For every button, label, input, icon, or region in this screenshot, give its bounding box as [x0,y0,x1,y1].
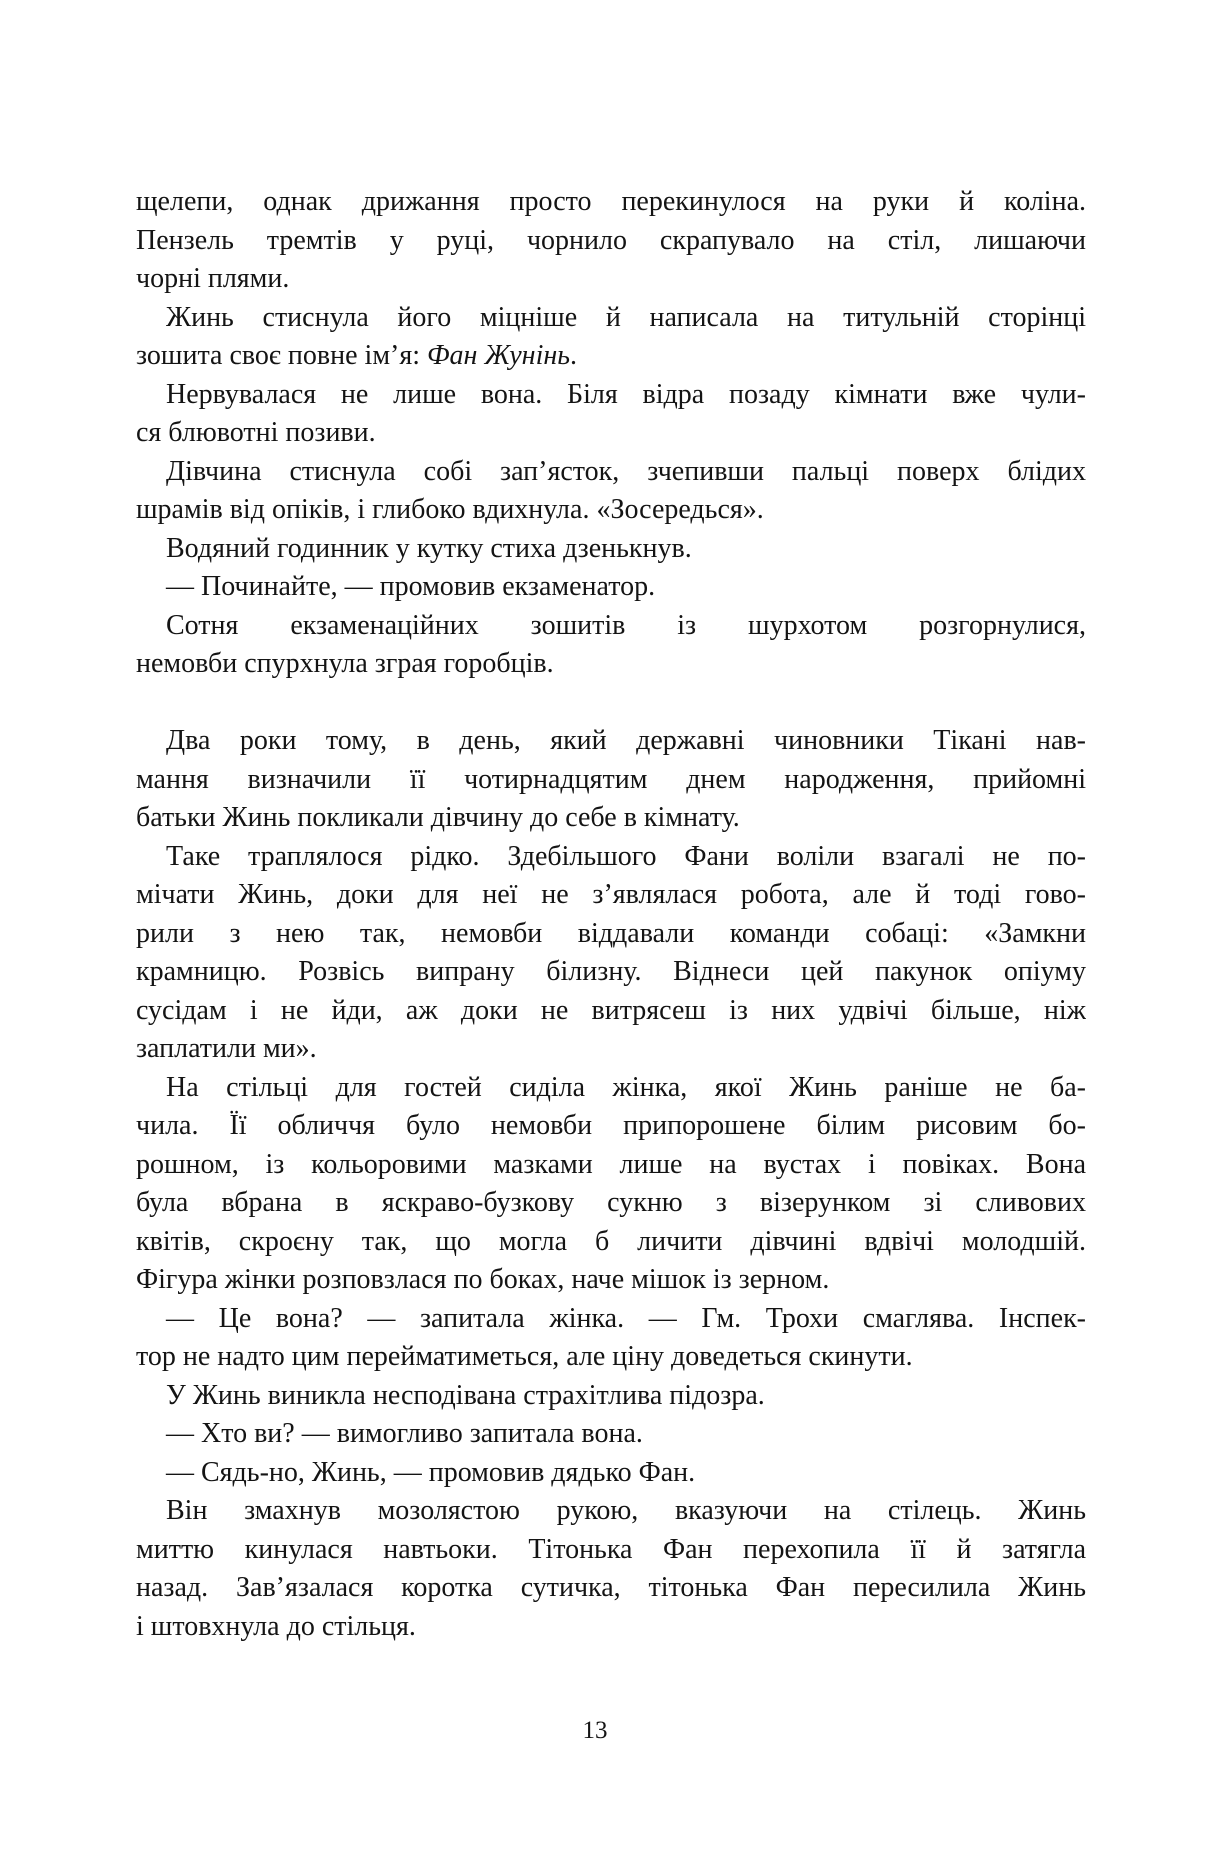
text-line [136,992,1086,1031]
text-line [136,453,1086,492]
text-line [136,915,1086,954]
text-line [136,530,1086,569]
text-segment: крамницю. Розвісь випрану білизну. Віднеси цей пакунок опіуму [136,956,1086,987]
text-segment: ся блювотні позиви. [136,417,376,448]
text-segment: — Хто ви? — вимогливо запитала вона. [166,1418,643,1449]
text-segment: назад. Зав’язалася коротка сутичка, тітонька Фан пересилила Жинь [136,1572,1086,1603]
text-line [136,183,1086,222]
text-segment: мічати Жинь, доки для неї не з’являлася робота, але й тоді гово- [136,879,1086,910]
text-line [136,299,1086,338]
text-segment: Нервувалася не лише вона. Біля відра позаду кімнати вже чули- [166,378,1086,410]
text-segment: чорні плями. [136,263,290,294]
text-segment: рили з нею так, немовби віддавали команди собаці: «Замкни [136,917,1086,949]
text-segment: Два роки тому, в день, який державні чиновники Тікані нав- [166,725,1086,756]
text-line [136,1377,1086,1416]
text-segment: квітів, скроєну так, що могла б личити дівчині вдвічі молодшій. [136,1225,1086,1257]
text-line [136,568,1086,607]
text-segment: — Починайте, — промовив екзаменатор. [166,571,656,602]
text-segment: Сотня екзаменаційних зошитів із шурхотом розгорнулися, [166,609,1086,641]
text-segment: немовби спурхнула зграя горобців. [136,648,554,679]
text-line [136,1415,1086,1454]
text-line [136,1300,1086,1339]
page-number: 13 [582,1717,608,1744]
text-line [136,1338,1086,1377]
text-line [136,722,1086,761]
text-line [136,1107,1086,1146]
text-segment: рошном, із кольоровими мазками лише на вустах і повіках. Вона [136,1148,1086,1180]
text-line [136,1069,1086,1108]
text-line [136,645,1086,684]
text-segment: батьки Жинь покликали дівчину до себе в кімнату. [136,802,740,833]
text-line [136,1608,1086,1647]
text-line [136,337,1086,376]
paragraph [136,376,1086,453]
text-segment: У Жинь виникла несподівана страхітлива підозра. [166,1379,765,1411]
text-segment: Дівчина стиснула собі зап’ясток, зчепивши пальці поверх блідих [166,455,1086,487]
text-line [136,1146,1086,1185]
text-segment: щелепи, однак дрижання просто перекинулося на руки й коліна. [136,186,1086,217]
paragraph [136,299,1086,376]
text-segment: Фігура жінки розповзлася по боках, наче мішок із зерном. [136,1264,830,1295]
text-line [136,1261,1086,1300]
text-line [136,1030,1086,1069]
text-segment: Жинь стиснула його міцніше й написала на титульній сторінці [166,301,1086,333]
text-line [136,1223,1086,1262]
italic-name-text: Фан Жунінь [427,340,570,371]
text-line [136,1531,1086,1570]
paragraph [136,453,1086,530]
paragraph [136,1300,1086,1377]
text-segment: шрамів від опіків, і глибоко вдихнула. «Зосередься». [136,494,764,525]
text-line [136,1569,1086,1608]
text-line [136,761,1086,800]
paragraph [136,722,1086,838]
text-line [136,260,1086,299]
text-line [136,376,1086,415]
text-line [136,1454,1086,1493]
text-segment: . [569,340,577,371]
text-line [136,607,1086,646]
text-segment: мання визначили її чотирнадцятим днем народження, прийомні [136,763,1086,795]
paragraph [136,1415,1086,1454]
text-segment: сусідам і не йди, аж доки не витрясеш із них удвічі більше, ніж [136,994,1086,1026]
paragraph [136,607,1086,684]
text-line [136,876,1086,915]
text-segment: була вбрана в яскраво-бузкову сукню з візерунком зі сливових [136,1187,1086,1218]
text-line [136,953,1086,992]
paragraph [136,1492,1086,1646]
text-segment: — Сядь-но, Жинь, — промовив дядько Фан. [166,1456,696,1488]
text-line [136,838,1086,877]
text-line [136,414,1086,453]
text-segment: зошита своє повне ім’я: [136,340,428,371]
text-segment: миттю кинулася навтьоки. Тітонька Фан перехопила її й затягла [136,1533,1086,1565]
text-segment: Водяний годинник у кутку стиха дзенькнув. [166,532,692,564]
text-line [136,799,1086,838]
text-segment: Таке траплялося рідко. Здебільшого Фани воліли взагалі не по- [166,840,1086,872]
text-line [136,491,1086,530]
paragraph [136,1454,1086,1493]
paragraph [136,530,1086,569]
paragraph [136,1377,1086,1416]
text-segment: тор не надто цим перейматиметься, але ціну доведеться скинути. [136,1341,913,1372]
text-line [136,1492,1086,1531]
text-segment: і штовхнула до стільця. [136,1610,416,1642]
page-text [136,183,1086,1646]
text-segment: чила. Її обличчя було немовби припорошене білим рисовим бо- [136,1110,1086,1141]
text-segment: — Це вона? — запитала жінка. — Гм. Трохи смаглява. Інспек- [166,1302,1086,1334]
text-segment: Він змахнув мозолястою рукою, вказуючи на стілець. Жинь [166,1495,1086,1526]
text-segment: заплатили ми». [136,1033,317,1064]
paragraph [136,568,1086,607]
text-line [136,222,1086,261]
text-segment: Пензель тремтів у руці, чорнило скрапувало на стіл, лишаючи [136,224,1086,256]
text-segment: На стільці для гостей сиділа жінка, якої Жинь раніше не ба- [166,1071,1086,1103]
paragraph [136,838,1086,1069]
paragraph [136,183,1086,299]
text-line [136,1184,1086,1223]
paragraph [136,1069,1086,1300]
